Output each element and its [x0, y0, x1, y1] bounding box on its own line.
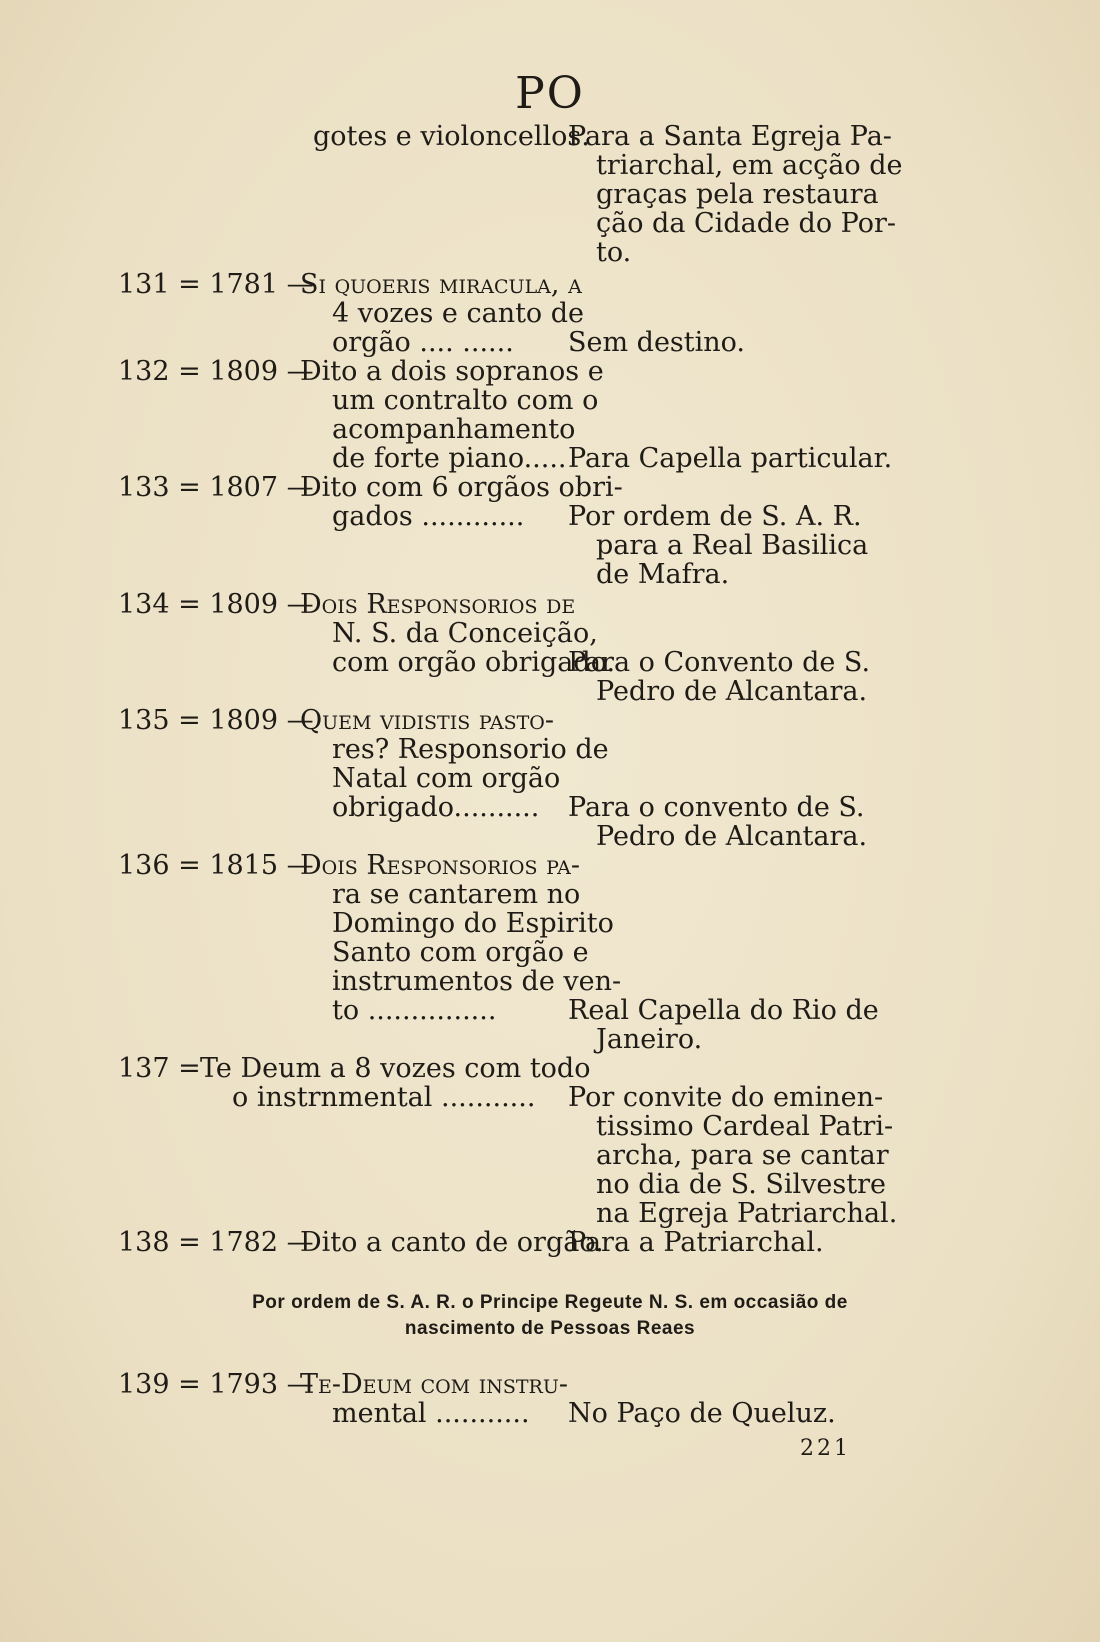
entry-description: Dito a canto de orgão.: [300, 1227, 604, 1258]
entry-destination: Para o Convento de S. Pedro de Alcantara.: [568, 647, 871, 707]
entry-description: Te-Deum com instru- mental ...........: [300, 1369, 568, 1429]
entry-description: Dois Responsorios pa- ra se cantarem no Domingo do Espirito Santo com orgão e instrumentos de ven- to ...............: [300, 850, 622, 1026]
entry-number: 137 =: [118, 1053, 201, 1084]
entry-description: Quem vidistis pasto- res? Responsorio de Natal com orgão obrigado..........: [300, 705, 609, 823]
entry-description: Te Deum a 8 vozes com todo o instrnmental ...........: [200, 1053, 591, 1113]
entry-description: Dito a dois sopranos e um contralto com o acompanhamento de forte piano.....: [300, 356, 604, 474]
entry-destination: No Paço de Queluz.: [568, 1398, 836, 1429]
entry-destination: Para a Santa Egreja Pa- triarchal, em acção de graças pela restaura ção da Cidade do Por- to.: [568, 121, 903, 268]
entry-description: Dois Responsorios de N. S. da Conceição, com orgão obrigado.: [300, 589, 616, 678]
section-note: Por ordem de S. A. R. o Principe Regeute N. S. em occasião de nascimento de Pessoas Reaes: [252, 1292, 848, 1339]
entry-description: Si quoeris miracula, a 4 vozes e canto de orgão .... ......: [300, 269, 585, 358]
entry-number: 133 = 1807 —: [118, 472, 314, 503]
entry-number: 131 = 1781 —: [118, 269, 314, 300]
entry-number: 132 = 1809 —: [118, 356, 314, 387]
entry-destination: Por convite do eminen- tissimo Cardeal Patri- archa, para se cantar no dia de S. Silvestre na Egreja Patriarchal.: [568, 1082, 898, 1229]
entry-description: gotes e violoncellos.: [313, 121, 590, 152]
page-number: 221: [800, 1436, 851, 1461]
entry-number: 136 = 1815 —: [118, 850, 314, 881]
entry-destination: Por ordem de S. A. R. para a Real Basilica de Mafra.: [568, 501, 869, 590]
entry-number: 134 = 1809 —: [118, 589, 314, 620]
running-header: PO: [515, 68, 585, 119]
entry-description: Dito com 6 orgãos obri- gados ............: [300, 472, 623, 532]
entry-number: 138 = 1782 —: [118, 1227, 314, 1258]
entry-destination: Sem destino.: [568, 327, 746, 358]
entry-number: 139 = 1793 —: [118, 1369, 314, 1400]
entry-destination: Real Capella do Rio de Janeiro.: [568, 995, 879, 1055]
entry-number: 135 = 1809 —: [118, 705, 314, 736]
entry-destination: Para a Patriarchal.: [568, 1227, 824, 1258]
entry-destination: Para o convento de S. Pedro de Alcantara.: [568, 792, 868, 852]
entry-destination: Para Capella particular.: [568, 443, 893, 474]
